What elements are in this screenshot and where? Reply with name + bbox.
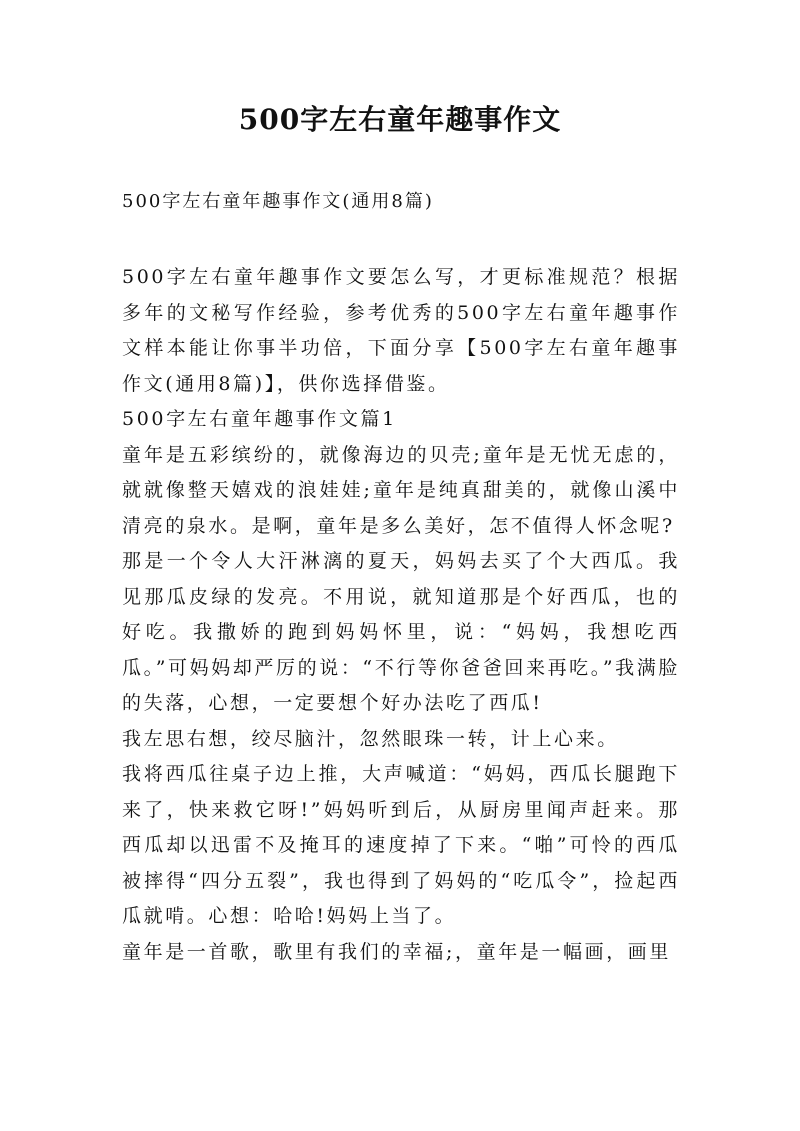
body-paragraph: 我左思右想，绞尽脑汁，忽然眼珠一转，计上心来。 <box>122 727 619 750</box>
document-subtitle: 500字左右童年趣事作文(通用8篇) <box>122 191 434 212</box>
body-paragraph: 童年是五彩缤纷的，就像海边的贝壳;童年是无忧无虑的，就就像整天嬉戏的浪娃娃;童年是纯真甜美的，就像山溪中清亮的泉水。是啊，童年是多么美好，怎不值得人怀念呢? <box>122 443 680 537</box>
body-paragraph: 我将西瓜往桌子边上推，大声喊道：“妈妈，西瓜长腿跑下来了，快来救它呀!”妈妈听到后，从厨房里闻声赶来。那西瓜却以迅雷不及掩耳的速度掉了下来。“啪”可怜的西瓜被摔得“四分五裂”，我也得到了妈妈的“吃瓜令”，捡起西瓜就啃。心想：哈哈!妈妈上当了。 <box>122 763 680 927</box>
body-paragraph: 那是一个令人大汗淋漓的夏天，妈妈去买了个大西瓜。我见那瓜皮绿的发亮。不用说，就知道那是个好西瓜，也的好吃。我撒娇的跑到妈妈怀里，说：“妈妈，我想吃西瓜。”可妈妈却严厉的说：“不行等你爸爸回来再吃。”我满脸的失落，心想，一定要想个好办法吃了西瓜! <box>122 550 680 714</box>
document-body <box>122 260 680 970</box>
document-title: 500字左右童年趣事作文 <box>238 103 562 136</box>
body-paragraph: 童年是一首歌，歌里有我们的幸福;，童年是一幅画，画里 <box>122 940 672 963</box>
intro-paragraph: 500字左右童年趣事作文要怎么写，才更标准规范？根据多年的文秘写作经验，参考优秀的500字左右童年趣事作文样本能让你事半功倍，下面分享【500字左右童年趣事作文(通用8篇)】，供你选择借鉴。 <box>122 266 680 395</box>
section-heading: 500字左右童年趣事作文篇1 <box>122 408 397 430</box>
